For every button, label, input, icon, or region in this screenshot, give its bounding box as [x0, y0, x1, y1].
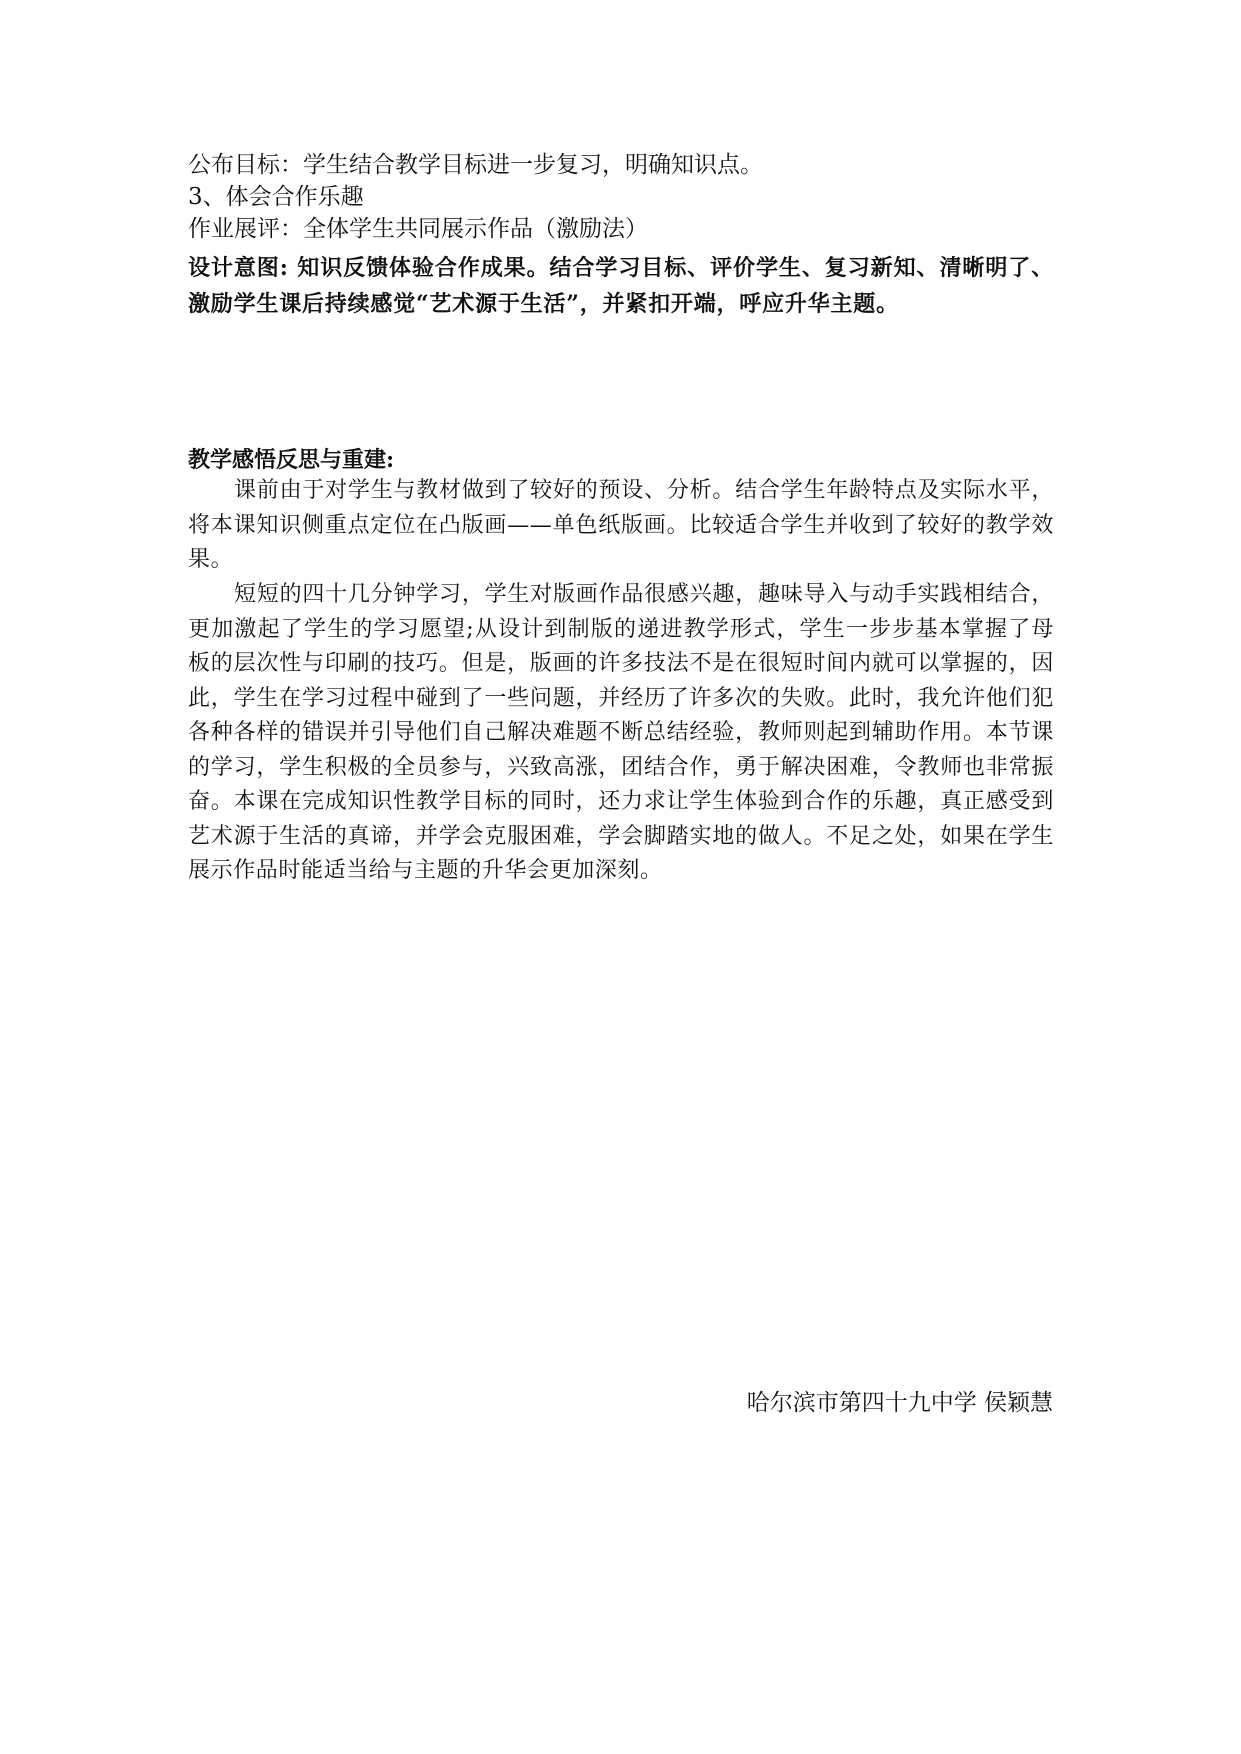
reflection-paragraph-1: 课前由于对学生与教材做到了较好的预设、分析。结合学生年龄特点及实际水平，将本课知识侧重点定位在凸版画——单色纸版画。比较适合学生并收到了较好的教学效果。: [188, 478, 1054, 572]
goal-line: 公布目标：学生结合教学目标进一步复习，明确知识点。: [188, 152, 763, 178]
reflection-paragraph-2: 短短的四十几分钟学习，学生对版画作品很感兴趣，趣味导入与动手实践相结合，更加激起了学生的学习愿望;从设计到制版的递进教学形式，学生一步步基本掌握了母板的层次性与印刷的技巧。但是，版画的许多技法不是在很短时间内就可以掌握的，因此，学生在学习过程中碰到了一些问题，并经历了许多次的失败。此时，我允许他们犯各种各样的错误并引导他们自己解决难题不断总结经验，教师则起到辅助作用。本节课的学习，学生积极的全员参与，兴致高涨，团结合作，勇于解决困难，令教师也非常振奋。本课在完成知识性教学目标的同时，还力求让学生体验到合作的乐趣，真正感受到艺术源于生活的真谛，并学会克服困难，学会脚踏实地的做人。不足之处，如果在学生展示作品时能适当给与主题的升华会更加深刻。: [188, 582, 1054, 883]
reflection-heading: 教学感悟反思与重建:: [188, 447, 395, 473]
step-3-line: 3、体会合作乐趣: [188, 184, 364, 210]
signature: 哈尔滨市第四十九中学 侯颖慧: [746, 1390, 1053, 1416]
homework-line: 作业展评：全体学生共同展示作品（激励法）: [188, 216, 648, 242]
design-intent: 设计意图: 知识反馈体验合作成果。结合学习目标、评价学生、复习新知、清晰明了、激励学生课后持续感觉“艺术源于生活”，并紧扣开端，呼应升华主题。: [188, 255, 1054, 317]
